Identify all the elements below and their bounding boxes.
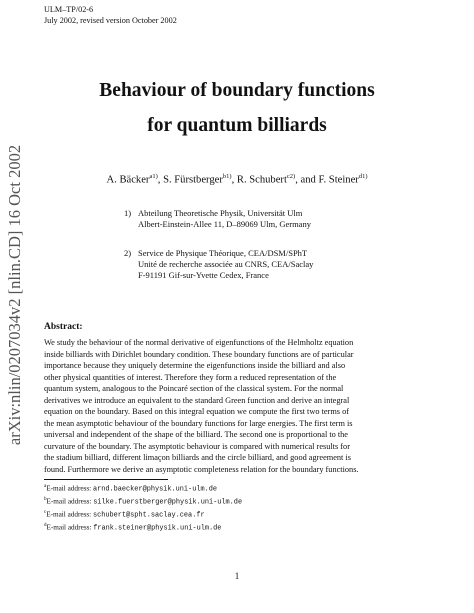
footnote-mark: a (44, 484, 47, 489)
title-line-2: for quantum billiards (147, 115, 327, 136)
affiliation-number: 1) (124, 208, 132, 218)
author-name: A. Bäcker (106, 174, 150, 186)
arxiv-identifier: arXiv:nlin/0207034v2 [nlin.CD] 16 Oct 2002 (5, 144, 24, 446)
footnote-rule (44, 479, 168, 480)
footnote-item (44, 495, 242, 508)
email-address: frank.steiner@physik.uni-ulm.de (93, 524, 222, 533)
affiliation-line: Abteilung Theoretische Physik, Universität Ulm (138, 208, 303, 218)
affiliation-2 (124, 248, 313, 281)
author-separator: , (231, 174, 237, 186)
author-name: R. Schubert (236, 174, 287, 186)
affiliation-line: Unité de recherche associée au CNRS, CEA/Saclay (138, 259, 314, 269)
affiliation-number: 2) (124, 248, 132, 258)
author-name: S. Fürstberger (163, 174, 223, 186)
abstract-line: inside billiards with Dirichlet boundary condition. These boundary functions are of particular (44, 349, 354, 359)
abstract-line: found. Furthermore we derive an asymptotic completeness relation for the boundary functions. (44, 464, 359, 474)
paper-title (40, 73, 434, 143)
author-separator: , (157, 174, 164, 186)
abstract-line: the stadium billiard, different limaçon billiards and the circle billiard, and good agreement is (44, 453, 351, 462)
author-mark: c2) (286, 173, 296, 180)
abstract-line: derivatives we introduce an equivalent to the standard Green function and derive an integral (44, 395, 350, 405)
abstract-line: curvature of the boundary. The asymptotic behaviour is compared with numerical results for (44, 441, 350, 451)
email-address: schubert@spht.saclay.cea.fr (92, 511, 205, 520)
abstract-line: We study the behaviour of the normal derivative of eigenfunctions of the Helmholtz equation (44, 338, 354, 347)
abstract-line: quantum system, analogous to the Poincaré section of the classical system. For the normal (44, 384, 344, 393)
email-address: silke.fuerstberger@physik.uni-ulm.de (93, 498, 243, 507)
footnote-mark: c (44, 509, 47, 515)
affiliation-line: F-91191 Gif-sur-Yvette Cedex, France (138, 270, 269, 280)
footnote-label: E-mail address: (46, 484, 93, 493)
footnote-item (44, 482, 242, 495)
footnote-label: E-mail address: (46, 523, 94, 532)
abstract-heading: Abstract: (44, 322, 83, 332)
author-name: F. Steiner (318, 174, 359, 186)
author-mark: a1) (149, 173, 158, 180)
page-number: 1 (234, 571, 240, 581)
footnote-mark: b (44, 496, 47, 502)
date-line: July 2002, revised version October 2002 (44, 15, 177, 25)
author-mark: b1) (222, 173, 232, 180)
title-line-1: Behaviour of boundary functions (99, 80, 375, 101)
abstract-line: other physical quantities of interest. Therefore they form a reduced representation of the (44, 372, 337, 382)
report-header (44, 5, 177, 26)
footnotes (44, 482, 242, 534)
footnote-item (44, 508, 242, 521)
abstract-line: equation on the boundary. Based on this integral equation we compute the first two terms of (44, 407, 349, 416)
footnote-label: E-mail address: (46, 497, 94, 506)
affiliation-line: Albert-Einstein-Allee 11, D–89069 Ulm, Germany (138, 219, 311, 229)
author-list (40, 173, 434, 186)
affiliation-1 (124, 208, 311, 230)
arxiv-sidebar-stamp (2, 130, 28, 460)
abstract-line: universal and independent of the shape of the billiard. The second one is proportional to the (44, 430, 348, 439)
footnote-item (44, 521, 242, 534)
email-address: arnd.baecker@physik.uni-ulm.de (92, 485, 218, 494)
footnote-label: E-mail address: (46, 510, 93, 519)
abstract-line: importance because they uniquely determine the eigenfunctions inside the billiard and also (44, 361, 346, 370)
affiliation-line: Service de Physique Théorique, CEA/DSM/SPhT (138, 248, 308, 258)
report-number: ULM–TP/02-6 (44, 5, 94, 14)
author-mark: d1) (358, 173, 368, 180)
abstract-line: the mean asymptotic behaviour of the boundary functions for large energies. The first term is (44, 418, 353, 428)
author-separator: , and (295, 174, 319, 186)
abstract-body (44, 337, 433, 475)
footnote-mark: d (44, 522, 47, 528)
